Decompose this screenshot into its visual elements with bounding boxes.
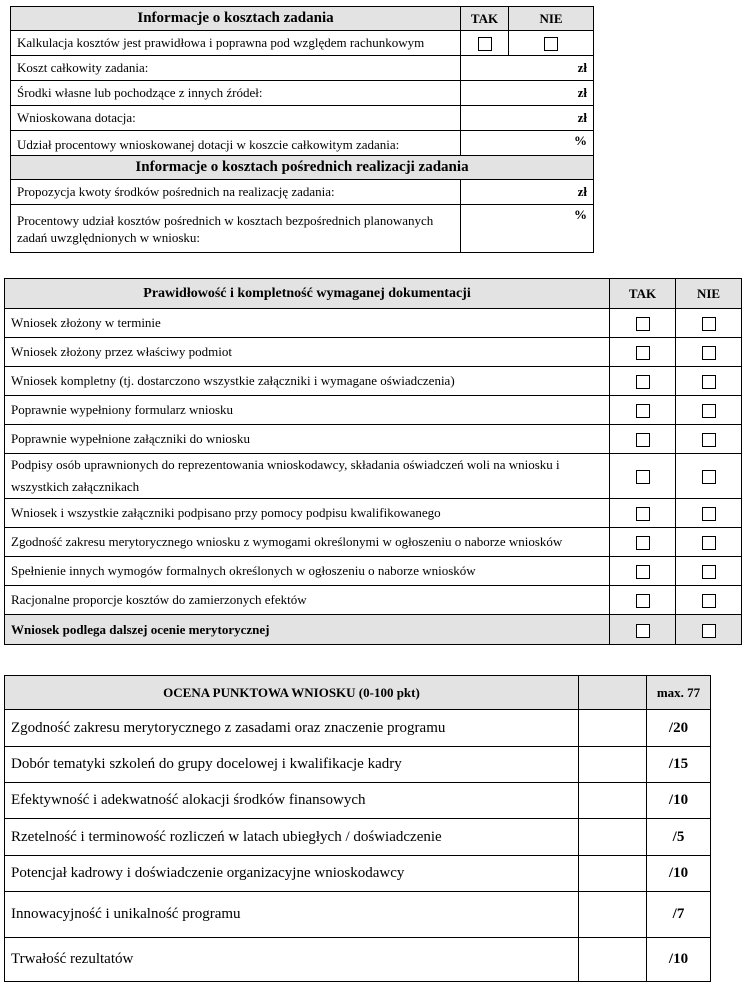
docs-final-no-checkbox[interactable] <box>702 624 716 638</box>
score-input-field[interactable] <box>579 938 647 982</box>
cost-value-field[interactable]: % <box>461 131 594 156</box>
docs-row <box>5 557 742 586</box>
docs-row <box>5 425 742 454</box>
cost-value-field[interactable]: zł <box>461 81 594 106</box>
docs-row-label: Wniosek kompletny (tj. dostarczono wszystkie załączniki i wymagane oświadczenia) <box>5 367 610 396</box>
indirect-row-label: Procentowy udział kosztów pośrednich w kosztach bezpośrednich planowanych zadań uwzględnionych w wniosku: <box>11 205 461 253</box>
docs-row-label: Poprawnie wypełniony formularz wniosku <box>5 396 610 425</box>
docs-yes-checkbox[interactable] <box>636 536 650 550</box>
docs-no-checkbox[interactable] <box>702 507 716 521</box>
score-row <box>5 819 711 856</box>
calc-no-checkbox[interactable] <box>544 37 558 51</box>
score-row-points: /10 <box>647 783 711 819</box>
docs-yes-header: TAK <box>610 279 676 309</box>
docs-yes-checkbox[interactable] <box>636 594 650 608</box>
docs-row <box>5 528 742 557</box>
docs-no-checkbox[interactable] <box>702 404 716 418</box>
costs-yes-header: TAK <box>461 7 509 31</box>
docs-final-label: Wniosek podlega dalszej ocenie merytorycznej <box>5 615 610 645</box>
docs-row <box>5 454 742 499</box>
cost-row-label: Wnioskowana dotacja: <box>11 106 461 131</box>
docs-no-checkbox[interactable] <box>702 536 716 550</box>
indirect-row-label: Propozycja kwoty środków pośrednich na realizację zadania: <box>11 180 461 205</box>
docs-yes-cell <box>610 425 676 454</box>
docs-no-checkbox[interactable] <box>702 594 716 608</box>
score-row-label: Innowacyjność i unikalność programu <box>5 892 579 938</box>
docs-row <box>5 586 742 615</box>
cost-row-label: Udział procentowy wnioskowanej dotacji w koszcie całkowitym zadania: <box>11 131 461 156</box>
docs-row-label: Poprawnie wypełnione załączniki do wniosku <box>5 425 610 454</box>
docs-no-cell <box>676 367 742 396</box>
score-row-label: Potencjał kadrowy i doświadczenie organizacyjne wnioskodawcy <box>5 856 579 892</box>
calc-yes-cell <box>461 31 509 56</box>
docs-no-checkbox[interactable] <box>702 565 716 579</box>
score-table <box>4 675 711 982</box>
docs-yes-checkbox[interactable] <box>636 507 650 521</box>
costs-table <box>10 6 594 253</box>
costs-no-header: NIE <box>509 7 594 31</box>
docs-yes-checkbox[interactable] <box>636 470 650 484</box>
cost-row-label: Środki własne lub pochodzące z innych źródeł: <box>11 81 461 106</box>
docs-row-label: Wniosek złożony w terminie <box>5 309 610 338</box>
score-row-points: /15 <box>647 747 711 783</box>
docs-yes-cell <box>610 499 676 528</box>
docs-no-checkbox[interactable] <box>702 346 716 360</box>
score-max-header: max. 77 <box>647 676 711 710</box>
cost-row <box>11 81 594 106</box>
docs-yes-checkbox[interactable] <box>636 404 650 418</box>
docs-final-no-cell <box>676 615 742 645</box>
docs-final-yes-cell <box>610 615 676 645</box>
costs-title: Informacje o kosztach zadania <box>11 7 461 31</box>
docs-no-cell <box>676 425 742 454</box>
score-row-label: Zgodność zakresu merytorycznego z zasadami oraz znaczenie programu <box>5 710 579 747</box>
score-row-points: /7 <box>647 892 711 938</box>
cost-value-field[interactable]: zł <box>461 56 594 81</box>
calc-no-cell <box>509 31 594 56</box>
score-row-points: /10 <box>647 856 711 892</box>
docs-no-checkbox[interactable] <box>702 317 716 331</box>
docs-yes-cell <box>610 309 676 338</box>
docs-no-cell <box>676 396 742 425</box>
score-input-field[interactable] <box>579 783 647 819</box>
docs-no-checkbox[interactable] <box>702 470 716 484</box>
cost-row <box>11 106 594 131</box>
docs-final-row <box>5 615 742 645</box>
score-row-points: /20 <box>647 710 711 747</box>
indirect-value-field[interactable]: % <box>461 205 594 253</box>
score-row <box>5 783 711 819</box>
score-input-field[interactable] <box>579 747 647 783</box>
docs-no-cell <box>676 499 742 528</box>
score-row-label: Efektywność i adekwatność alokacji środków finansowych <box>5 783 579 819</box>
docs-no-cell <box>676 338 742 367</box>
docs-row <box>5 396 742 425</box>
score-row <box>5 747 711 783</box>
docs-yes-checkbox[interactable] <box>636 433 650 447</box>
docs-no-cell <box>676 528 742 557</box>
score-header-row <box>5 676 711 710</box>
docs-yes-cell <box>610 367 676 396</box>
docs-header-row <box>5 279 742 309</box>
docs-yes-cell <box>610 586 676 615</box>
docs-no-cell <box>676 557 742 586</box>
docs-row-label: Wniosek złożony przez właściwy podmiot <box>5 338 610 367</box>
score-row-label: Rzetelność i terminowość rozliczeń w latach ubiegłych / doświadczenie <box>5 819 579 856</box>
cost-row-label: Koszt całkowity zadania: <box>11 56 461 81</box>
indirect-header-row <box>11 156 594 180</box>
docs-title: Prawidłowość i kompletność wymaganej dokumentacji <box>5 279 610 309</box>
docs-yes-checkbox[interactable] <box>636 317 650 331</box>
docs-row-label: Spełnienie innych wymogów formalnych określonych w ogłoszeniu o naborze wniosków <box>5 557 610 586</box>
score-empty-header <box>579 676 647 710</box>
docs-no-cell <box>676 586 742 615</box>
indirect-value-field[interactable]: zł <box>461 180 594 205</box>
score-row-label: Trwałość rezultatów <box>5 938 579 982</box>
score-input-field[interactable] <box>579 856 647 892</box>
docs-row-label: Podpisy osób uprawnionych do reprezentowania wnioskodawcy, składania oświadczeń woli na wniosku i wszystkich załącznikach <box>5 454 610 499</box>
score-row <box>5 892 711 938</box>
calc-row <box>11 31 594 56</box>
docs-row <box>5 309 742 338</box>
docs-row-label: Racjonalne proporcje kosztów do zamierzonych efektów <box>5 586 610 615</box>
docs-yes-checkbox[interactable] <box>636 346 650 360</box>
score-row <box>5 856 711 892</box>
docs-row <box>5 338 742 367</box>
indirect-costs-title: Informacje o kosztach pośrednich realizacji zadania <box>11 156 594 180</box>
score-title: OCENA PUNKTOWA WNIOSKU (0-100 pkt) <box>5 676 579 710</box>
docs-yes-checkbox[interactable] <box>636 375 650 389</box>
score-row <box>5 938 711 982</box>
score-input-field[interactable] <box>579 819 647 856</box>
docs-final-yes-checkbox[interactable] <box>636 624 650 638</box>
docs-no-cell <box>676 454 742 499</box>
docs-yes-cell <box>610 454 676 499</box>
indirect-row <box>11 205 594 253</box>
calc-row-label: Kalkulacja kosztów jest prawidłowa i poprawna pod względem rachunkowym <box>11 31 461 56</box>
score-input-field[interactable] <box>579 710 647 747</box>
score-row-points: /10 <box>647 938 711 982</box>
docs-row <box>5 499 742 528</box>
docs-yes-cell <box>610 338 676 367</box>
docs-no-header: NIE <box>676 279 742 309</box>
docs-row-label: Zgodność zakresu merytorycznego wniosku z wymogami określonymi w ogłoszeniu o naborze wniosków <box>5 528 610 557</box>
cost-row <box>11 56 594 81</box>
score-row <box>5 710 711 747</box>
docs-row <box>5 367 742 396</box>
score-row-label: Dobór tematyki szkoleń do grupy docelowej i kwalifikacje kadry <box>5 747 579 783</box>
documentation-table <box>4 278 742 645</box>
docs-no-checkbox[interactable] <box>702 433 716 447</box>
score-input-field[interactable] <box>579 892 647 938</box>
docs-yes-cell <box>610 396 676 425</box>
docs-yes-cell <box>610 557 676 586</box>
cost-value-field[interactable]: zł <box>461 106 594 131</box>
indirect-row <box>11 180 594 205</box>
docs-yes-checkbox[interactable] <box>636 565 650 579</box>
docs-yes-cell <box>610 528 676 557</box>
calc-yes-checkbox[interactable] <box>478 37 492 51</box>
docs-no-cell <box>676 309 742 338</box>
docs-row-label: Wniosek i wszystkie załączniki podpisano przy pomocy podpisu kwalifikowanego <box>5 499 610 528</box>
cost-row <box>11 131 594 156</box>
score-row-points: /5 <box>647 819 711 856</box>
docs-no-checkbox[interactable] <box>702 375 716 389</box>
costs-header-row <box>11 7 594 31</box>
